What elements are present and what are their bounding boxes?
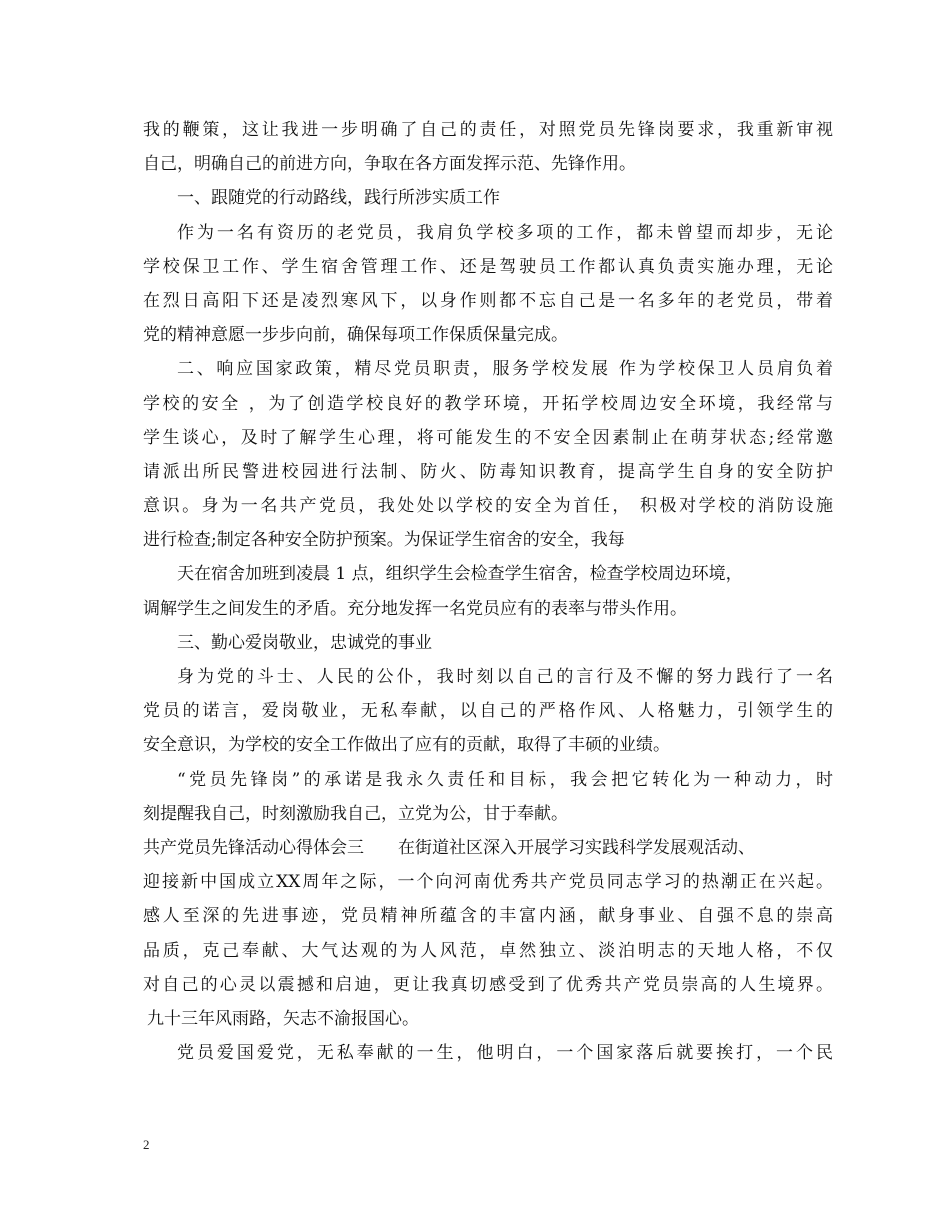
article-title-line <box>143 831 833 865</box>
section-heading-2: 二、响应国家政策，精尽党员职责，服务学校发展 作为学校保卫人员肩负着 <box>177 359 833 380</box>
paragraph-line: 在烈日高阳下还是凌烈寒风下，以身作则都不忘自己是一名多年的老党员，带着 <box>143 290 833 311</box>
paragraph-line: 品质，克己奉献、大气达观的为人风范，卓然独立、淡泊明志的天地人格，不仅 <box>143 940 833 961</box>
paragraph-line: 感人至深的先进事迹，党员精神所蕴含的丰富内涵，献身事业、自强不息的崇高 <box>143 906 833 927</box>
paragraph-line: 学生谈心，及时了解学生心理，将可能发生的不安全因素制止在萌芽状态;经常邀 <box>143 427 833 448</box>
paragraph-line: 迎接新中国成立XX周年之际，一个向河南优秀共产党员同志学习的热潮正在兴起。 <box>143 872 833 893</box>
paragraph-line: “党员先锋岗”的承诺是我永久责任和目标，我会把它转化为一种动力，时 <box>177 769 833 790</box>
paragraph-line: 对自己的心灵以震撼和启迪，更让我真切感受到了优秀共产党员崇高的人生境界。 <box>143 974 833 995</box>
paragraph-line: 在街道社区深入开展学习实践科学发展观活动、 <box>398 837 755 858</box>
paragraph-line: 学校的安全 ，为了创造学校良好的教学环境，开拓学校周边安全环境，我经常与 <box>143 393 833 414</box>
document-body <box>143 113 833 1070</box>
paragraph-line: 进行检查;制定各种安全防护预案。为保证学生宿舍的安全，我每 <box>143 530 625 551</box>
paragraph-line: 作为一名有资历的老党员，我肩负学校多项的工作，都未曾望而却步，无论 <box>177 222 833 243</box>
section-heading-3: 三、勤心爱岗敬业，忠诚党的事业 <box>177 632 432 653</box>
section-heading-1: 一、跟随党的行动路线，践行所涉实质工作 <box>177 188 500 209</box>
paragraph-line: 刻提醒我自己，时刻激励我自己，立党为公，甘于奉献。 <box>143 803 568 824</box>
paragraph-line: 党的精神意愿一步步向前，确保每项工作保质保量完成。 <box>143 325 568 346</box>
paragraph-line: 学校保卫工作、学生宿舍管理工作、还是驾驶员工作都认真负责实施办理，无论 <box>143 256 833 277</box>
paragraph-line: 我的鞭策，这让我进一步明确了自己的责任，对照党员先锋岗要求，我重新审视 <box>143 120 833 140</box>
paragraph-line: 自己，明确自己的前进方向，争取在各方面发挥示范、先锋作用。 <box>143 154 636 175</box>
paragraph-line: 意识。身为一名共产党员，我处处以学校的安全为首任， 积极对学校的消防设施 <box>143 496 833 517</box>
paragraph-line: 九十三年风雨路，矢志不渝报国心。 <box>147 1008 419 1029</box>
paragraph-line: 党员的诺言，爱岗敬业，无私奉献，以自己的严格作风、人格魅力，引领学生的 <box>143 701 833 722</box>
paragraph-line: 党员爱国爱党，无私奉献的一生，他明白，一个国家落后就要挨打，一个民 <box>177 1043 833 1064</box>
paragraph-line: 天在宿舍加班到凌晨 1 点，组织学生会检查学生宿舍，检查学校周边环境， <box>177 564 743 585</box>
article-title: 共产党员先锋活动心得体会三 <box>143 837 364 858</box>
paragraph-line: 请派出所民警进校园进行法制、防火、防毒知识教育，提高学生自身的安全防护 <box>143 461 833 482</box>
page-number: 2 <box>143 1137 150 1152</box>
paragraph-line: 安全意识，为学校的安全工作做出了应有的贡献，取得了丰硕的业绩。 <box>143 735 670 756</box>
paragraph-line: 调解学生之间发生的矛盾。充分地发挥一名党员应有的表率与带头作用。 <box>143 598 687 619</box>
paragraph-line: 身为党的斗士、人民的公仆，我时刻以自己的言行及不懈的努力践行了一名 <box>177 667 833 687</box>
